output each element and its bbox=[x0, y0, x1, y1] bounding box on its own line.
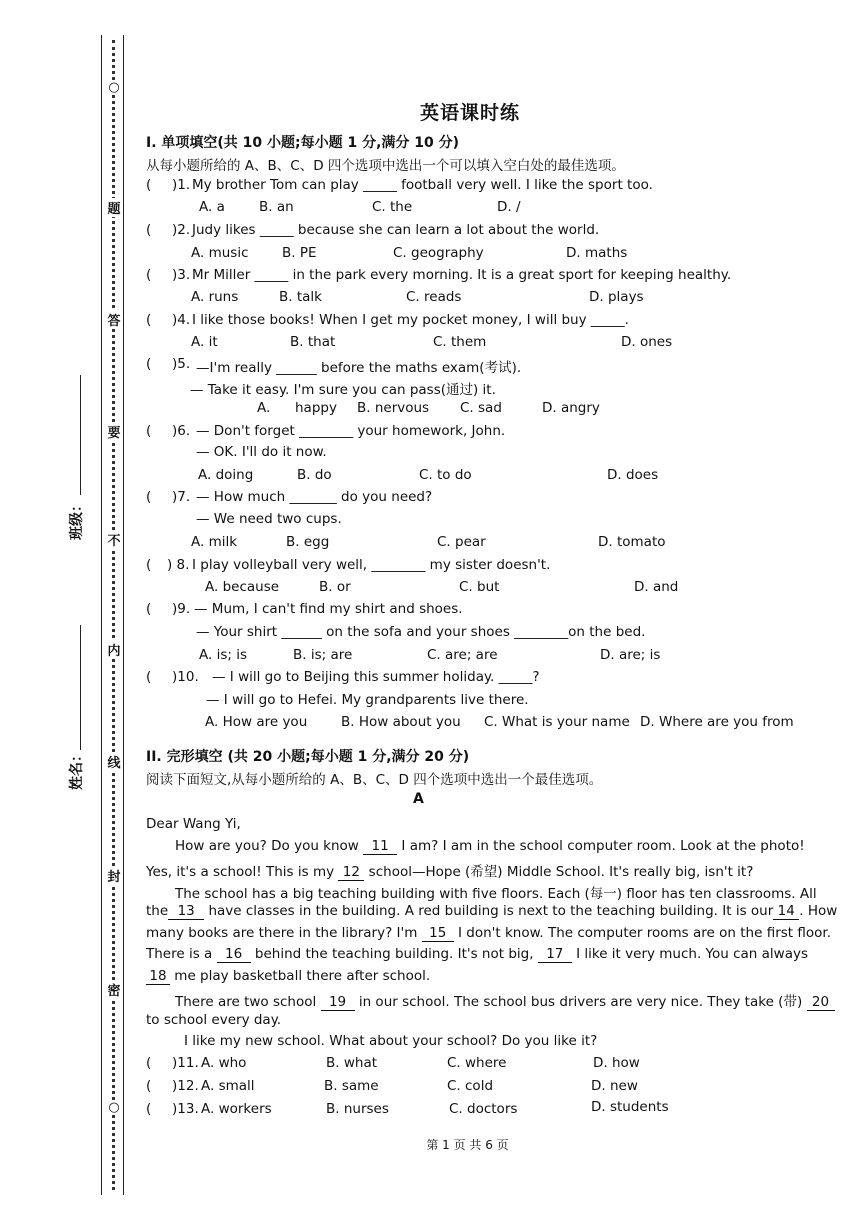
question-number: ) 8. bbox=[167, 557, 190, 573]
question-text: Judy likes _____ because she can learn a lot about the world. bbox=[192, 222, 600, 238]
passage-text: The school has a big teaching building with five floors. Each (每一) floor has ten classrooms. All bbox=[175, 886, 817, 902]
passage-line bbox=[146, 925, 831, 942]
passage-text: school—Hope (希望) Middle School. It's really big, isn't it? bbox=[364, 864, 754, 880]
option: A. runs bbox=[191, 289, 239, 305]
page-title: 英语课时练 bbox=[419, 102, 520, 124]
option: C. to do bbox=[419, 467, 472, 483]
option: C. geography bbox=[393, 245, 484, 261]
question-paren: ( bbox=[146, 1055, 152, 1071]
passage-line bbox=[175, 990, 835, 1011]
option: B. PE bbox=[282, 245, 317, 261]
question-number: )11. bbox=[172, 1055, 199, 1071]
passage-line bbox=[184, 1033, 597, 1049]
seal-char: 封 bbox=[106, 866, 122, 885]
passage-text: many books are there in the library? I'm bbox=[146, 925, 422, 941]
seal-char: 不 bbox=[106, 530, 122, 549]
passage-text: the bbox=[146, 903, 169, 919]
question-text: — We need two cups. bbox=[196, 511, 342, 527]
passage-text: How are you? Do you know bbox=[175, 838, 364, 854]
option: C. them bbox=[433, 334, 487, 350]
question-text: — OK. I'll do it now. bbox=[196, 444, 327, 460]
question-text: — How much _______ do you need? bbox=[196, 489, 433, 505]
blank-15[interactable]: 15 bbox=[422, 925, 454, 942]
blank-20[interactable]: 20 bbox=[807, 994, 835, 1011]
passage-text: I like it very much. You can always bbox=[571, 946, 809, 962]
question-number: )5. bbox=[172, 356, 191, 372]
seal-char: ○ bbox=[106, 80, 122, 95]
blank-16[interactable]: 16 bbox=[217, 946, 251, 963]
question-text: I like those books! When I get my pocket money, I will buy _____. bbox=[192, 312, 629, 328]
passage-line bbox=[146, 946, 808, 963]
question-paren: ( bbox=[146, 312, 152, 328]
question-paren: ( bbox=[146, 423, 152, 439]
question-number: )13. bbox=[172, 1101, 199, 1117]
option: A. a bbox=[199, 199, 225, 215]
option: A. because bbox=[205, 579, 280, 595]
option: D. new bbox=[591, 1078, 638, 1094]
option: A. music bbox=[191, 245, 249, 261]
option: B. what bbox=[326, 1055, 378, 1071]
question-text: — Take it easy. I'm sure you can pass(通过) it. bbox=[190, 382, 496, 398]
question-number: )3. bbox=[172, 267, 191, 283]
option: D. / bbox=[497, 199, 521, 215]
seal-char: 答 bbox=[106, 310, 122, 329]
name-label: 姓名： bbox=[69, 748, 85, 790]
option: A. doing bbox=[198, 467, 254, 483]
option: A. How are you bbox=[205, 714, 308, 730]
seal-char: 线 bbox=[106, 752, 122, 771]
blank-12[interactable]: 12 bbox=[338, 864, 364, 881]
passage-line bbox=[146, 903, 837, 920]
option: B. do bbox=[297, 467, 332, 483]
option: B. is; are bbox=[293, 647, 353, 663]
section2-heading: II. 完形填空 (共 20 小题;每小题 1 分,满分 20 分) bbox=[146, 749, 470, 765]
question-number: )4. bbox=[172, 312, 191, 328]
option: B. that bbox=[290, 334, 336, 350]
passage-text: in our school. The school bus drivers are very nice. They take (带) bbox=[354, 994, 807, 1010]
question-number: )10. bbox=[172, 669, 199, 685]
class-label: 班级： bbox=[69, 498, 85, 540]
question-text: —I'm really ______ before the maths exam(考试). bbox=[196, 360, 522, 376]
seal-char: 要 bbox=[106, 422, 122, 441]
question-number: )1. bbox=[172, 177, 191, 193]
passage-text: . How bbox=[799, 903, 838, 919]
blank-18[interactable]: 18 bbox=[146, 968, 170, 985]
letter-greeting: Dear Wang Yi, bbox=[146, 816, 241, 832]
option: A. it bbox=[191, 334, 218, 350]
option: D. how bbox=[593, 1055, 640, 1071]
seal-char: 密 bbox=[106, 980, 122, 999]
question-text: — Your shirt ______ on the sofa and your shoes ________on the bed. bbox=[196, 624, 646, 640]
question-number: )2. bbox=[172, 222, 191, 238]
option: B. nervous bbox=[357, 400, 430, 416]
option: B. nurses bbox=[326, 1101, 389, 1117]
option: D. students bbox=[591, 1099, 669, 1115]
option: A. small bbox=[201, 1078, 255, 1094]
option: B. an bbox=[259, 199, 294, 215]
blank-11[interactable]: 11 bbox=[363, 838, 397, 855]
option: B. How about you bbox=[341, 714, 461, 730]
passage-text: behind the teaching building. It's not big, bbox=[250, 946, 538, 962]
passage-line bbox=[175, 838, 805, 855]
section2-instruction: 阅读下面短文,从每小题所给的 A、B、C、D 四个选项中选出一个最佳选项。 bbox=[146, 772, 603, 788]
question-text: Mr Miller _____ in the park every morning. It is a great sport for keeping healthy. bbox=[192, 267, 732, 283]
option: B. or bbox=[319, 579, 351, 595]
question-paren: ( bbox=[146, 267, 152, 283]
option: D. are; is bbox=[600, 647, 661, 663]
binding-line-right bbox=[123, 35, 124, 1195]
option: happy bbox=[295, 400, 337, 416]
binding-line-left bbox=[101, 35, 102, 1195]
option: C. the bbox=[372, 199, 413, 215]
question-paren: ( bbox=[146, 601, 152, 617]
question-text: My brother Tom can play _____ football very well. I like the sport too. bbox=[192, 177, 653, 193]
page-footer: 第 1 页 共 6 页 bbox=[426, 1138, 509, 1152]
option: A. milk bbox=[191, 534, 238, 550]
name-line bbox=[80, 625, 81, 750]
option: C. pear bbox=[437, 534, 486, 550]
option: D. maths bbox=[566, 245, 628, 261]
option: D. and bbox=[634, 579, 679, 595]
question-text: — I will go to Hefei. My grandparents live there. bbox=[206, 692, 529, 708]
question-paren: ( bbox=[146, 356, 152, 372]
passage-text: have classes in the building. A red building is next to the teaching building. It is our bbox=[204, 903, 774, 919]
option: C. are; are bbox=[427, 647, 498, 663]
passage-text: I like my new school. What about your school? Do you like it? bbox=[184, 1033, 598, 1049]
passage-text: to school every day. bbox=[146, 1012, 282, 1028]
blank-14[interactable]: 14 bbox=[773, 903, 799, 920]
option: C. where bbox=[447, 1055, 507, 1071]
seal-char: 内 bbox=[106, 640, 122, 659]
passage-text: There is a bbox=[146, 946, 217, 962]
question-paren: ( bbox=[146, 489, 152, 505]
question-paren: ( bbox=[146, 1101, 152, 1117]
seal-char: ○ bbox=[106, 1100, 122, 1115]
passage-line bbox=[146, 860, 753, 881]
option: A. is; is bbox=[199, 647, 247, 663]
option: C. doctors bbox=[449, 1101, 518, 1117]
question-text: — I will go to Beijing this summer holiday. _____? bbox=[212, 669, 540, 685]
option: D. ones bbox=[621, 334, 673, 350]
option: C. What is your name bbox=[484, 714, 630, 730]
question-paren: ( bbox=[146, 177, 152, 193]
passage-line bbox=[146, 968, 430, 985]
question-number: )12. bbox=[172, 1078, 199, 1094]
option: C. reads bbox=[406, 289, 462, 305]
option: D. angry bbox=[542, 400, 600, 416]
question-paren: ( bbox=[146, 1078, 152, 1094]
question-number: )7. bbox=[172, 489, 191, 505]
option: C. sad bbox=[460, 400, 502, 416]
option: A. bbox=[257, 400, 271, 416]
seal-chars bbox=[106, 40, 122, 1190]
section1-instruction: 从每小题所给的 A、B、C、D 四个选项中选出一个可以填入空白处的最佳选项。 bbox=[146, 158, 625, 174]
blank-19[interactable]: 19 bbox=[321, 994, 355, 1011]
passage-label: A bbox=[413, 791, 424, 807]
option: D. tomato bbox=[598, 534, 666, 550]
passage-text: me play basketball there after school. bbox=[170, 968, 431, 984]
option: D. does bbox=[607, 467, 659, 483]
option: C. but bbox=[459, 579, 500, 595]
option: D. plays bbox=[589, 289, 644, 305]
option: B. talk bbox=[279, 289, 322, 305]
option: A. workers bbox=[201, 1101, 272, 1117]
passage-line bbox=[175, 882, 817, 902]
passage-text: Yes, it's a school! This is my bbox=[146, 864, 339, 880]
option: A. who bbox=[201, 1055, 247, 1071]
question-paren: ( bbox=[146, 222, 152, 238]
section1-heading: I. 单项填空(共 10 小题;每小题 1 分,满分 10 分) bbox=[146, 135, 460, 151]
option: D. Where are you from bbox=[640, 714, 794, 730]
question-number: )6. bbox=[172, 423, 191, 439]
passage-text: There are two school bbox=[175, 994, 321, 1010]
question-number: )9. bbox=[172, 601, 191, 617]
passage-text: I don't know. The computer rooms are on the first floor. bbox=[453, 925, 831, 941]
question-text: — Mum, I can't find my shirt and shoes. bbox=[194, 601, 463, 617]
option: B. egg bbox=[286, 534, 330, 550]
passage-text: I am? I am in the school computer room. Look at the photo! bbox=[397, 838, 805, 854]
question-paren: ( bbox=[146, 557, 152, 573]
class-line bbox=[80, 375, 81, 495]
question-text: I play volleyball very well, ________ my sister doesn't. bbox=[192, 557, 551, 573]
question-paren: ( bbox=[146, 669, 152, 685]
blank-13[interactable]: 13 bbox=[168, 903, 204, 920]
question-text: — Don't forget ________ your homework, John. bbox=[196, 423, 506, 439]
seal-char: 题 bbox=[106, 198, 122, 217]
blank-17[interactable]: 17 bbox=[538, 946, 572, 963]
option: C. cold bbox=[447, 1078, 494, 1094]
passage-line bbox=[146, 1012, 281, 1028]
option: B. same bbox=[324, 1078, 379, 1094]
